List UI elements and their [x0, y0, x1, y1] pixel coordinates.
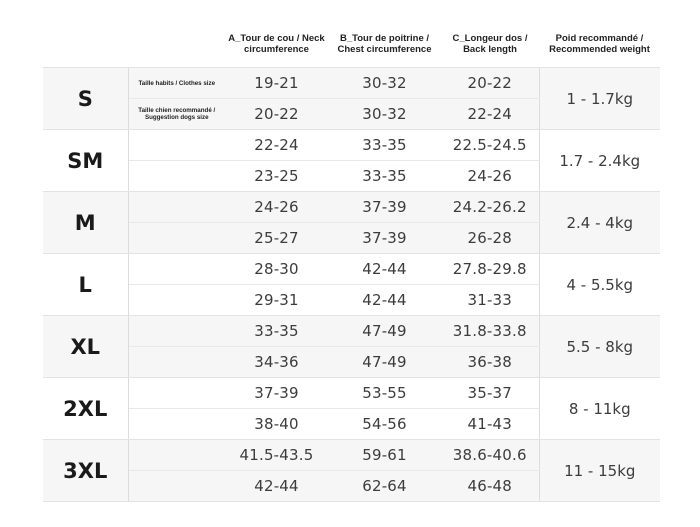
size-label: M	[43, 192, 128, 254]
measure-back-clothes: 24.2-26.2	[441, 192, 539, 223]
measure-chest-clothes: 47-49	[328, 316, 441, 347]
measure-back-dogs: 22-24	[441, 99, 539, 130]
row-label-dog-size	[128, 409, 225, 440]
measure-chest-clothes: 33-35	[328, 130, 441, 161]
measure-neck-clothes: 28-30	[225, 254, 328, 285]
row-label-clothes-size	[128, 316, 225, 347]
header-neck-circumference: A_Tour de cou / Neck circumference	[225, 21, 328, 68]
measure-chest-clothes: 53-55	[328, 378, 441, 409]
recommended-weight: 5.5 - 8kg	[539, 316, 660, 378]
row-label-clothes-size	[128, 254, 225, 285]
header-recommended-weight: Poid recommandé / Recommended weight	[539, 21, 660, 68]
header-row	[43, 21, 660, 68]
size-row-clothes	[43, 68, 660, 99]
header-label	[128, 21, 225, 68]
row-label-clothes-size	[128, 192, 225, 223]
measure-back-dogs: 26-28	[441, 223, 539, 254]
measure-back-dogs: 46-48	[441, 471, 539, 502]
recommended-weight: 1 - 1.7kg	[539, 68, 660, 130]
measure-neck-dogs: 42-44	[225, 471, 328, 502]
measure-chest-dogs: 62-64	[328, 471, 441, 502]
size-chart-body	[43, 68, 660, 502]
size-chart-table	[43, 21, 660, 502]
size-row-clothes	[43, 316, 660, 347]
measure-back-dogs: 36-38	[441, 347, 539, 378]
measure-neck-dogs: 20-22	[225, 99, 328, 130]
size-row-clothes	[43, 130, 660, 161]
row-label-clothes-size	[128, 440, 225, 471]
measure-neck-dogs: 29-31	[225, 285, 328, 316]
row-label-dog-size	[128, 471, 225, 502]
measure-chest-clothes: 59-61	[328, 440, 441, 471]
header-back-length: C_Longeur dos / Back length	[441, 21, 539, 68]
measure-chest-dogs: 33-35	[328, 161, 441, 192]
recommended-weight: 4 - 5.5kg	[539, 254, 660, 316]
size-row-clothes	[43, 192, 660, 223]
header-size	[43, 21, 128, 68]
size-label: XL	[43, 316, 128, 378]
row-label-dog-size	[128, 285, 225, 316]
measure-neck-dogs: 38-40	[225, 409, 328, 440]
recommended-weight: 11 - 15kg	[539, 440, 660, 502]
row-label-clothes-size	[128, 378, 225, 409]
measure-chest-dogs: 37-39	[328, 223, 441, 254]
recommended-weight: 8 - 11kg	[539, 378, 660, 440]
measure-neck-dogs: 25-27	[225, 223, 328, 254]
row-label-clothes-size	[128, 130, 225, 161]
measure-chest-clothes: 37-39	[328, 192, 441, 223]
measure-neck-dogs: 34-36	[225, 347, 328, 378]
recommended-weight: 2.4 - 4kg	[539, 192, 660, 254]
row-label-dog-size	[128, 161, 225, 192]
size-label: SM	[43, 130, 128, 192]
measure-back-dogs: 31-33	[441, 285, 539, 316]
measure-chest-dogs: 54-56	[328, 409, 441, 440]
measure-chest-dogs: 47-49	[328, 347, 441, 378]
measure-chest-dogs: 30-32	[328, 99, 441, 130]
measure-back-clothes: 35-37	[441, 378, 539, 409]
recommended-weight: 1.7 - 2.4kg	[539, 130, 660, 192]
measure-neck-clothes: 33-35	[225, 316, 328, 347]
measure-back-clothes: 22.5-24.5	[441, 130, 539, 161]
measure-neck-clothes: 22-24	[225, 130, 328, 161]
measure-back-dogs: 24-26	[441, 161, 539, 192]
size-label: 2XL	[43, 378, 128, 440]
size-row-clothes	[43, 254, 660, 285]
size-label: S	[43, 68, 128, 130]
measure-back-clothes: 20-22	[441, 68, 539, 99]
row-label-clothes-size: Taille habits / Clothes size	[128, 68, 225, 99]
measure-back-dogs: 41-43	[441, 409, 539, 440]
measure-neck-clothes: 24-26	[225, 192, 328, 223]
size-label: 3XL	[43, 440, 128, 502]
measure-back-clothes: 31.8-33.8	[441, 316, 539, 347]
row-label-dog-size: Taille chien recommandé / Suggestion dogs size	[128, 99, 225, 130]
size-label: L	[43, 254, 128, 316]
measure-neck-clothes: 19-21	[225, 68, 328, 99]
size-row-clothes	[43, 440, 660, 471]
header-chest-circumference: B_Tour de poitrine / Chest circumference	[328, 21, 441, 68]
size-row-clothes	[43, 378, 660, 409]
measure-neck-clothes: 37-39	[225, 378, 328, 409]
measure-back-clothes: 27.8-29.8	[441, 254, 539, 285]
measure-neck-dogs: 23-25	[225, 161, 328, 192]
measure-chest-clothes: 42-44	[328, 254, 441, 285]
measure-neck-clothes: 41.5-43.5	[225, 440, 328, 471]
row-label-dog-size	[128, 347, 225, 378]
row-label-dog-size	[128, 223, 225, 254]
measure-chest-clothes: 30-32	[328, 68, 441, 99]
measure-back-clothes: 38.6-40.6	[441, 440, 539, 471]
measure-chest-dogs: 42-44	[328, 285, 441, 316]
